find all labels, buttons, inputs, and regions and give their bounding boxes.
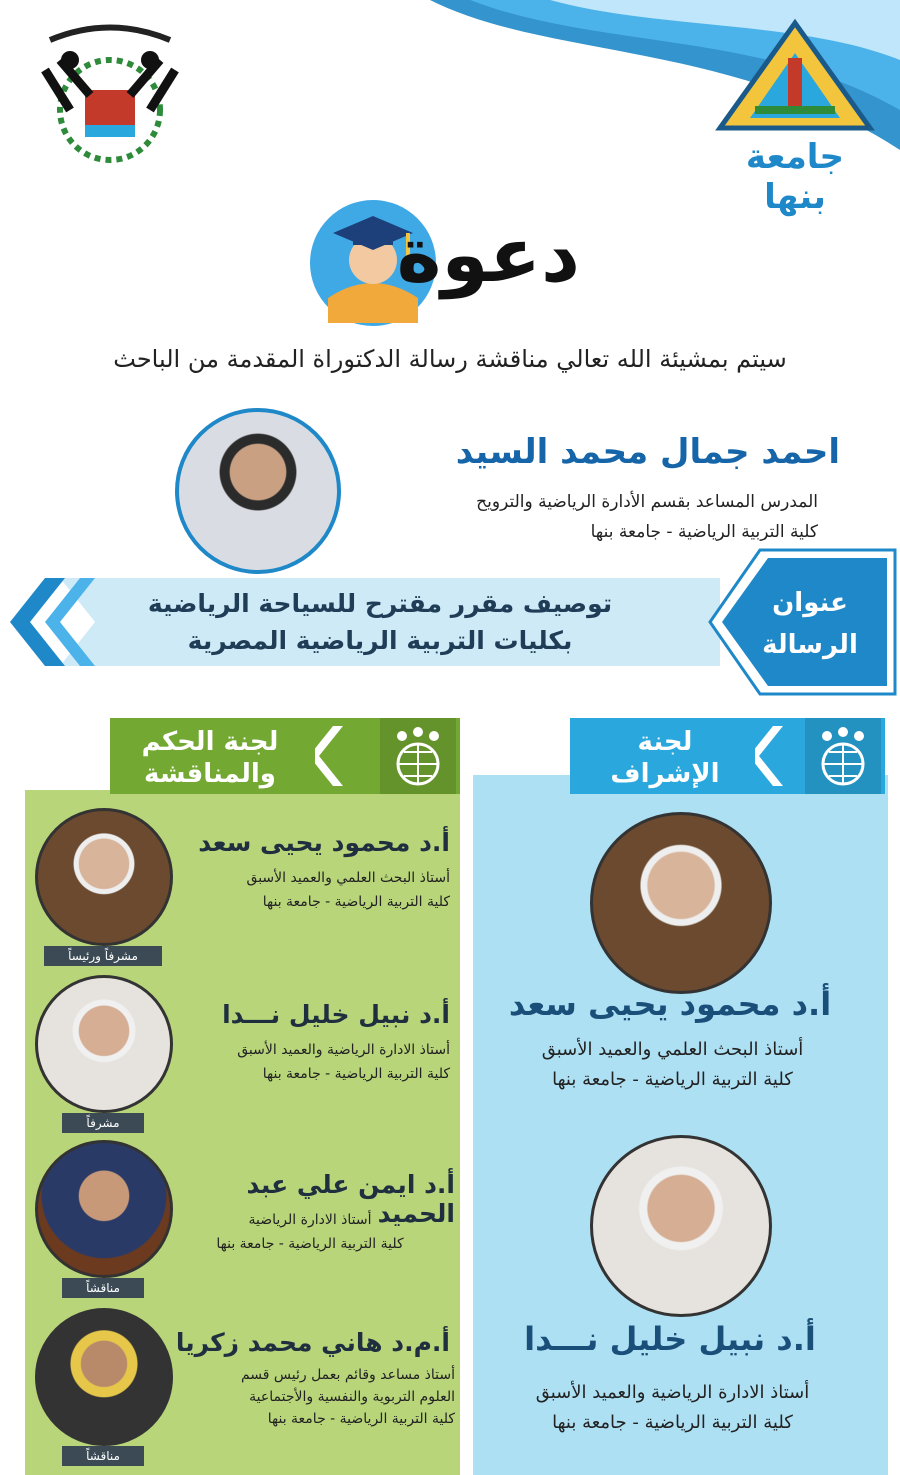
thesis-title-line2: بكليات التربية الرياضية المصرية [187,626,573,655]
invitation-intro: سيتم بمشيئة الله تعالي مناقشة رسالة الدكتوراة المقدمة من الباحث [113,345,787,373]
member-details [170,1038,450,1086]
examining-label-line1: لجنة الحكم [141,727,279,757]
member-details [170,1208,450,1256]
member-details [480,1378,865,1438]
role-badge: مناقشاً [62,1278,144,1298]
examining-label-line2: والمناقشة [144,759,276,789]
member-affiliation: كلية التربية الرياضية - جامعة بنها [262,894,450,910]
chevron-left-icon [755,726,785,786]
member-affiliation: كلية التربية الرياضية - جامعة بنها [552,1412,793,1433]
group-globe-icon [380,718,456,794]
member-photo [35,975,173,1113]
thesis-label-line2: الرسالة [762,630,858,660]
member-name: أ.د محمود يحيى سعد [198,828,450,857]
member-affiliation: كلية التربية الرياضية - جامعة بنها [552,1069,793,1090]
member-name: أ.د نبيل خليل نـــدا [222,1000,450,1029]
member-name: أ.م.د هاني محمد زكريا [175,1328,450,1357]
member-details [480,1035,865,1095]
group-globe-icon [805,718,881,794]
member-title: أستاذ البحث العلمي والعميد الأسبق [541,1039,804,1060]
member-title: أستاذ الادارة الرياضية والعميد الأسبق [237,1042,450,1058]
member-photo [35,1140,173,1278]
member-department: العلوم التربوية والنفسية والأجتماعية [249,1389,455,1405]
member-affiliation: كلية التربية الرياضية - جامعة بنها [262,1066,450,1082]
researcher-position: المدرس المساعد بقسم الأدارة الرياضية والترويح [476,492,818,512]
researcher-details [340,487,818,547]
faculty-logo [30,20,190,180]
member-photo [590,1135,772,1317]
member-photo [35,808,173,946]
examining-committee-header [110,718,460,794]
member-details [170,866,450,914]
role-badge: مشرفاً ورئيساً [44,946,162,966]
university-logo [710,18,880,217]
member-photo [35,1308,173,1446]
role-badge: مناقشاً [62,1446,144,1466]
supervision-label-line1: لجنة [637,727,693,757]
researcher-name: احمد جمال محمد السيد [455,432,840,472]
member-title: أستاذ مساعد وقائم بعمل رئيس قسم [240,1367,455,1383]
member-name: أ.د ايمن علي عبد الحميد [246,1170,455,1228]
thesis-title [110,585,650,659]
member-title: أستاذ الادارة الرياضية [248,1212,372,1228]
examining-committee-label [110,726,310,790]
researcher-affiliation: كلية التربية الرياضية - جامعة بنها [590,522,818,542]
member-title: أستاذ البحث العلمي والعميد الأسبق [246,870,450,886]
chevron-left-icon [315,726,345,786]
supervision-committee-label [580,726,750,790]
member-name: أ.د نبيل خليل نـــدا [524,1320,816,1358]
member-name: أ.د محمود يحيى سعد [508,985,832,1023]
member-title: أستاذ الادارة الرياضية والعميد الأسبق [535,1382,810,1403]
thesis-label-line1: عنوان [772,588,848,618]
member-affiliation: كلية التربية الرياضية - جامعة بنها [267,1411,455,1427]
member-photo [590,812,772,994]
university-name: جامعة بنها [745,137,845,217]
member-affiliation: كلية التربية الرياضية - جامعة بنها [216,1236,404,1252]
supervision-label-line2: الإشراف [610,759,720,789]
invitation-title: دعوة [396,210,580,299]
thesis-title-line1: توصيف مقرر مقترح للسياحة الرياضية [147,589,613,618]
role-badge: مشرفاً [62,1113,144,1133]
member-details [170,1364,455,1430]
supervision-committee-header [570,718,885,794]
thesis-label [740,582,880,666]
